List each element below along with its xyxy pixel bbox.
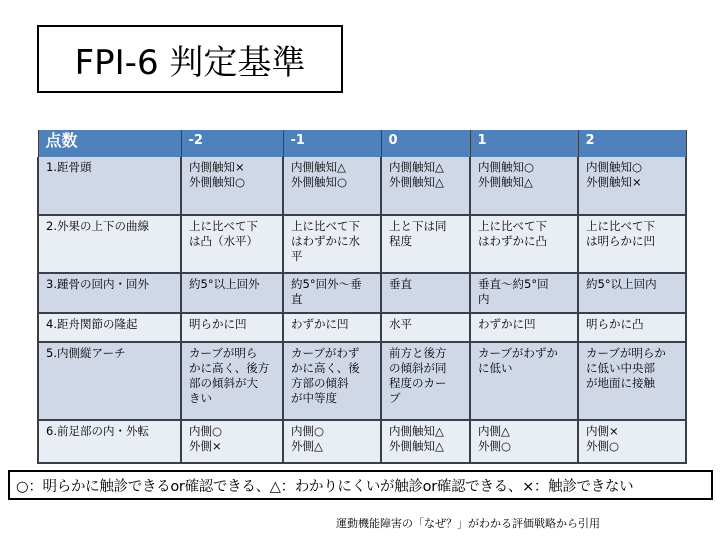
header-score: 点数 bbox=[38, 130, 181, 157]
table-cell: 水平 bbox=[381, 313, 470, 342]
table-row bbox=[38, 420, 686, 463]
criterion-label: 5.内側縦アーチ bbox=[38, 342, 181, 420]
table-cell: 内側× 外側○ bbox=[578, 420, 686, 463]
criterion-label: 2.外果の上下の曲線 bbox=[38, 215, 181, 273]
table-cell: カーブが明らか に低い中央部 が地面に接触 bbox=[578, 342, 686, 420]
header-0: 0 bbox=[381, 130, 470, 157]
table-cell: 内側○ 外側△ bbox=[283, 420, 381, 463]
table-cell: カーブがわず かに高く、後 方部の傾斜 が中等度 bbox=[283, 342, 381, 420]
slide-title: FPI-6 判定基準 bbox=[37, 25, 343, 93]
legend-box: ○：明らかに触診できるor確認できる、△：わかりにくいが触診or確認できる、×：触診できない bbox=[8, 470, 713, 500]
fpi-criteria-table bbox=[37, 130, 687, 464]
header-minus2: -2 bbox=[181, 130, 283, 157]
table-cell: 内側触知× 外側触知○ bbox=[181, 157, 283, 215]
criterion-label: 6.前足部の内・外転 bbox=[38, 420, 181, 463]
table-cell: 内側触知△ 外側触知△ bbox=[381, 420, 470, 463]
table-cell: 内側触知△ 外側触知△ bbox=[381, 157, 470, 215]
table-cell: 上に比べて下 はわずかに水 平 bbox=[283, 215, 381, 273]
table-cell: 垂直～約5°回 内 bbox=[470, 273, 578, 313]
table-cell: 上に比べて下 はわずかに凸 bbox=[470, 215, 578, 273]
criterion-label: 3.踵骨の回内・回外 bbox=[38, 273, 181, 313]
table-cell: 内側触知○ 外側触知× bbox=[578, 157, 686, 215]
table-cell: わずかに凹 bbox=[283, 313, 381, 342]
table-cell: 上に比べて下 は明らかに凹 bbox=[578, 215, 686, 273]
citation: 運動機能障害の「なぜ？」がわかる評価戦略から引用 bbox=[336, 517, 600, 530]
header-2: 2 bbox=[578, 130, 686, 157]
table-cell: 内側△ 外側○ bbox=[470, 420, 578, 463]
criterion-label: 1.距骨頭 bbox=[38, 157, 181, 215]
table-cell: カーブが明ら かに高く、後方 部の傾斜が大 きい bbox=[181, 342, 283, 420]
table-cell: 内側○ 外側× bbox=[181, 420, 283, 463]
table-cell: 垂直 bbox=[381, 273, 470, 313]
table-row bbox=[38, 215, 686, 273]
header-minus1: -1 bbox=[283, 130, 381, 157]
table-cell: 明らかに凹 bbox=[181, 313, 283, 342]
table-cell: わずかに凹 bbox=[470, 313, 578, 342]
table-cell: 約5°以上回内 bbox=[578, 273, 686, 313]
table-row bbox=[38, 342, 686, 420]
table-cell: 前方と後方 の傾斜が同 程度のカー ブ bbox=[381, 342, 470, 420]
table-cell: 約5°以上回外 bbox=[181, 273, 283, 313]
table-header-row bbox=[38, 130, 686, 157]
table-row bbox=[38, 273, 686, 313]
table-cell: 内側触知○ 外側触知△ bbox=[470, 157, 578, 215]
table-row bbox=[38, 313, 686, 342]
table-cell: 上に比べて下 は凸（水平） bbox=[181, 215, 283, 273]
table-cell: 約5°回外～垂 直 bbox=[283, 273, 381, 313]
table-row bbox=[38, 157, 686, 215]
table-cell: カーブがわずか に低い bbox=[470, 342, 578, 420]
table-cell: 上と下は同 程度 bbox=[381, 215, 470, 273]
table-cell: 明らかに凸 bbox=[578, 313, 686, 342]
criterion-label: 4.距舟関節の隆起 bbox=[38, 313, 181, 342]
table-cell: 内側触知△ 外側触知○ bbox=[283, 157, 381, 215]
header-1: 1 bbox=[470, 130, 578, 157]
